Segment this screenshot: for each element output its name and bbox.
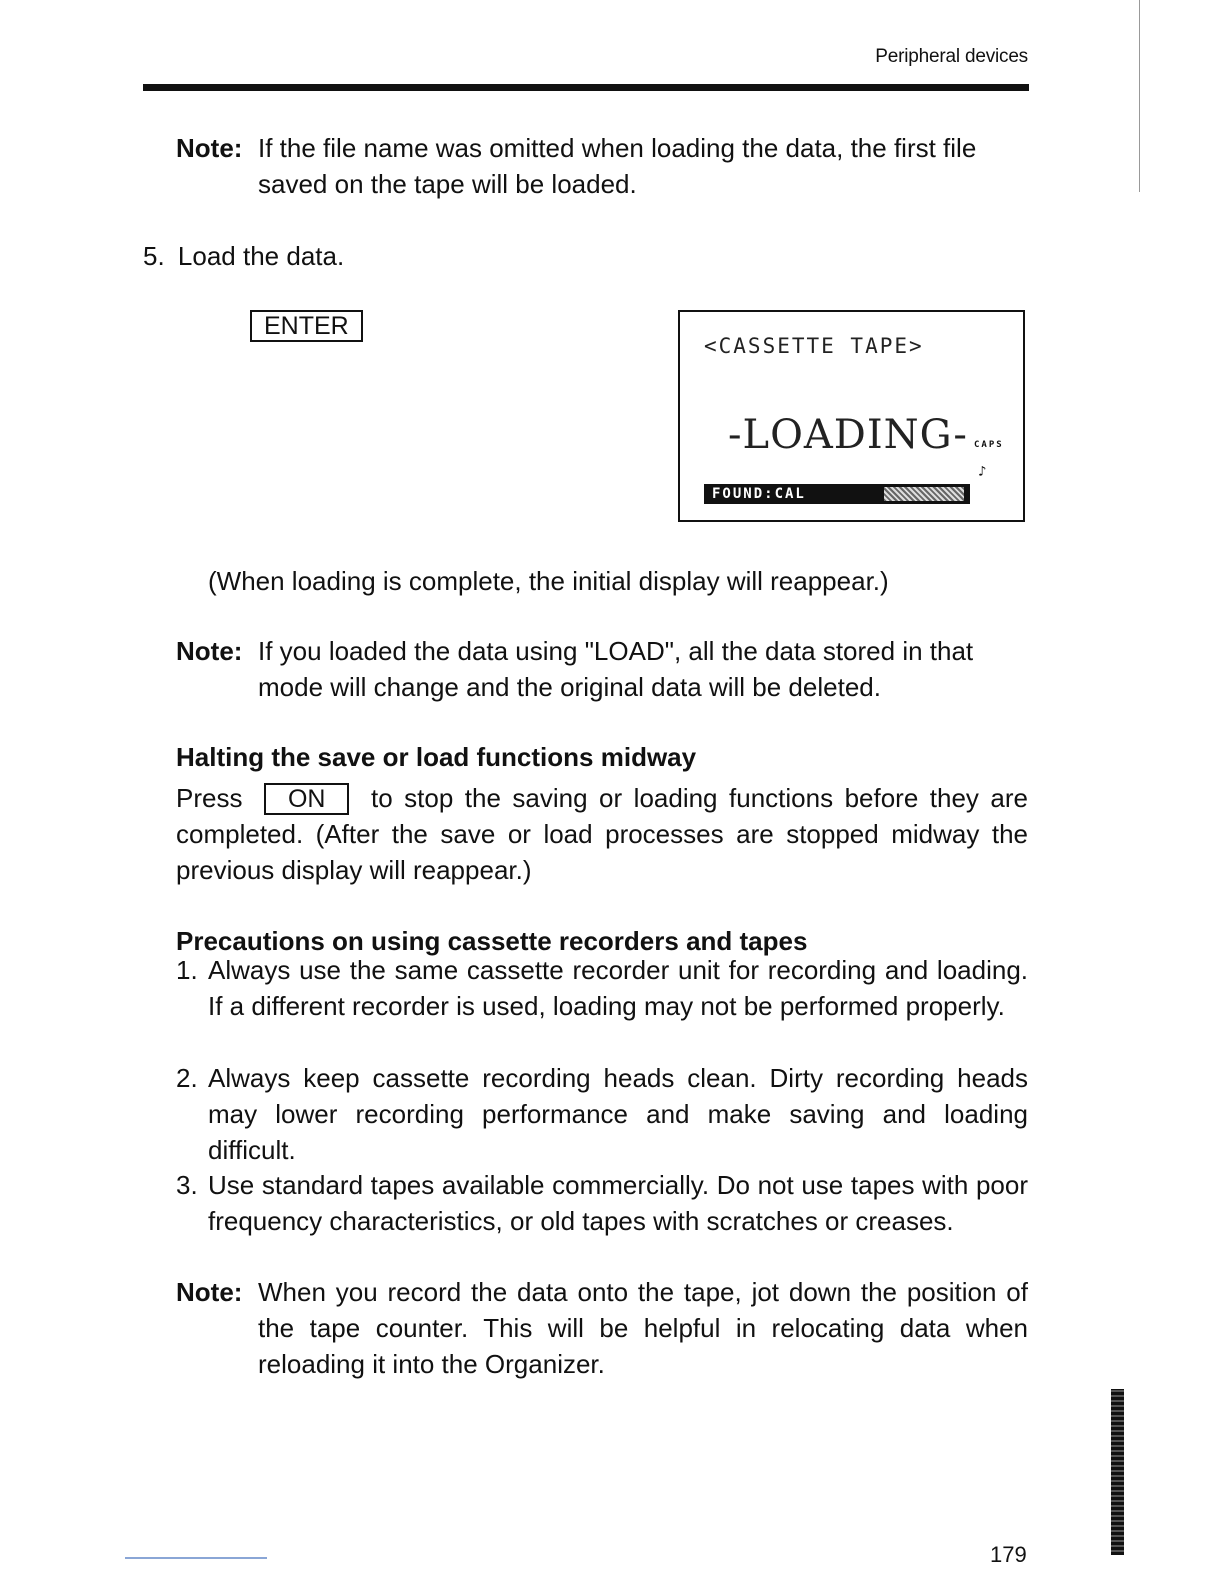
- precaution-item: [176, 952, 1028, 1024]
- note-label: Note:: [176, 636, 243, 666]
- note-label: Note:: [176, 1277, 243, 1307]
- header-rule: [143, 84, 1029, 91]
- footer-line: [125, 1557, 267, 1559]
- on-key: ON: [264, 783, 350, 815]
- running-header: Peripheral devices: [875, 46, 1028, 67]
- lcd-status-text: FOUND:CAL: [712, 486, 806, 502]
- note-text: If you loaded the data using "LOAD", all the data stored in that mode will change and the original data will be deleted.: [258, 636, 974, 702]
- note-label: Note:: [176, 133, 243, 163]
- note-tape-counter: [176, 1274, 1028, 1382]
- item-text: Always use the same cassette recorder unit for recording and loading. If a different recorder is used, loading may not be performed properly.: [208, 955, 1028, 1021]
- item-number: 2.: [176, 1063, 198, 1093]
- note-text: When you record the data onto the tape, jot down the position of the tape counter. This will be helpful in relocating data when reloading it into the Organizer.: [258, 1277, 1028, 1379]
- halting-heading: Halting the save or load functions midway: [176, 742, 697, 772]
- enter-key: [250, 310, 363, 342]
- lcd-title: <CASSETTE TAPE>: [704, 334, 924, 358]
- enter-key-label: ENTER: [250, 310, 363, 342]
- lcd-loading-text: -LOADING-: [728, 412, 968, 458]
- lcd-display: [678, 310, 1025, 522]
- step-5: [143, 238, 344, 274]
- halting-text: to stop the saving or loading functions before they are completed. (After the save or load processes are stopped midway the previous display will reappear.): [176, 783, 1028, 885]
- step-number: 5.: [143, 241, 165, 271]
- page-edge-line: [1139, 0, 1140, 192]
- precaution-item: [176, 1060, 1028, 1168]
- lcd-tick-icon: ♪: [978, 464, 987, 480]
- press-word: Press: [176, 783, 243, 813]
- precaution-item: [176, 1167, 1028, 1239]
- note-load-overwrite: [176, 633, 1028, 705]
- item-text: Always keep cassette recording heads clean. Dirty recording heads may lower recording performance and make saving and loading difficult.: [208, 1063, 1028, 1165]
- lcd-caps-indicator: CAPS: [974, 440, 1004, 450]
- lcd-progress-hatch: [884, 487, 964, 501]
- loading-complete-text: (When loading is complete, the initial display will reappear.): [208, 566, 889, 596]
- note-omitted-filename: [176, 130, 1028, 202]
- step-text: Load the data.: [177, 241, 345, 271]
- item-text: Use standard tapes available commercially. Do not use tapes with poor frequency characteristics, or old tapes with scratches or creases.: [208, 1170, 1028, 1236]
- item-number: 1.: [176, 955, 198, 985]
- item-number: 3.: [176, 1170, 198, 1200]
- note-text: If the file name was omitted when loading the data, the first file saved on the tape will be loaded.: [258, 133, 977, 199]
- lcd-status-bar: [704, 484, 970, 504]
- precautions-heading: Precautions on using cassette recorders and tapes: [176, 926, 808, 956]
- thumb-tab-marker: [1111, 1389, 1124, 1555]
- page-number: 179: [990, 1542, 1027, 1567]
- halting-paragraph: [176, 780, 1028, 888]
